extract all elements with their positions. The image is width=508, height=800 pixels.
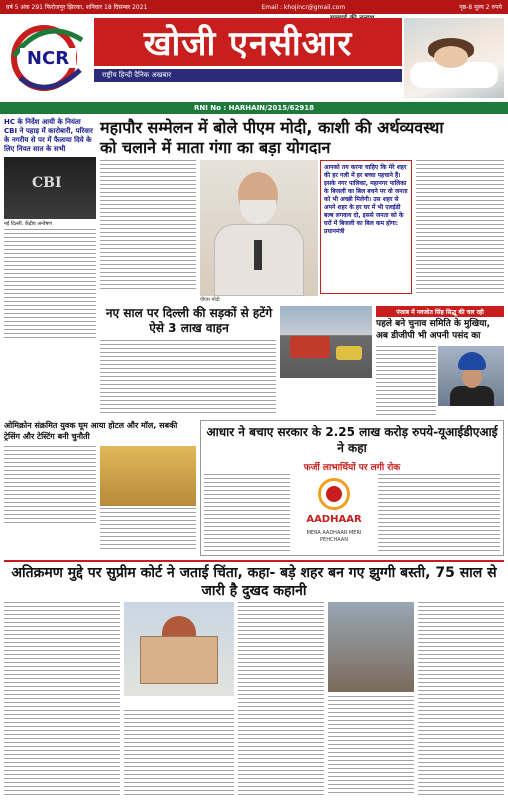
encroachment-body-c [238, 602, 324, 796]
aadhaar-logo-brand: AADHAAR [306, 514, 362, 525]
rni-number: RNI No : HARHAIN/2015/62918 [0, 102, 508, 114]
masthead [0, 14, 508, 100]
main-headline [100, 118, 504, 158]
traffic-photo [280, 306, 372, 378]
omicron-headline: ओमिक्रोन संक्रमित युवक घूम आया होटल और मॉल, सबकी ट्रेसिंग और टेस्टिंग बनी चुनौती [4, 421, 178, 441]
left-story-body [4, 229, 96, 339]
punjab-headline: पहले बने चुनाव समिति के मुखिया, अब डीजीपी भी अपनी पसंद का [376, 319, 491, 341]
ncr-logo-icon [4, 18, 92, 96]
slum-photo [328, 602, 414, 692]
pm-photo [200, 160, 318, 296]
left-story [4, 118, 96, 370]
main-story-body-a [100, 160, 196, 290]
aadhaar-headline: आधार ने बचाए सरकार के 2.25 लाख करोड़ रुपये-यूआईडीएआई ने कहा [206, 425, 498, 455]
encroachment-headline: अतिक्रमण मुद्दे पर सुप्रीम कोर्ट ने जताई चिंता, कहा- बड़े शहर बन गए झुग्गी बस्ती, 75 साल से जारी है दुखद कहानी [4, 560, 504, 600]
aadhaar-logo-motto: MERA AADHAAR MERI PEHCHAAN [306, 530, 362, 543]
main-story-body-b [416, 160, 504, 294]
main-headline-line-1: महापौर सम्मेलन में बोले पीएम मोदी, काशी की अर्थव्यवस्था [100, 118, 444, 137]
main-quote-box: आपको तय करना चाहिए कि मेरे शहर की हर गली में हर बच्चा पहचाने हैं। इसके नगर पालिका, महानगर पालिका के बिजली का बिल बचने पर वो जनता को भी अच्छी मिलेगी। उस शहर से अपने शहर के हर घर में भी एलईडी बल्ब लगवाय दो, इससे जनता को के घरों में बिजली का बिल कम होगा: प्रधानमंत्री [320, 160, 412, 294]
left-story-caption: नई दिल्ली: केंद्रीय अन्वेषण [4, 221, 52, 227]
logo-text: NCR [26, 48, 70, 69]
encroachment-body-e [418, 602, 504, 796]
cbi-photo-text: CBI [32, 175, 62, 191]
aadhaar-story-body-a [204, 474, 290, 552]
newspaper-title: खोजी एनसीआर [94, 18, 402, 66]
page-price: पृष्ठ-8 मूल्य 2 रुपये [459, 4, 502, 11]
punjab-story-body [376, 346, 436, 416]
aadhaar-story-body-b [378, 474, 500, 552]
email-text[interactable]: Email : khojincr@gmail.com [261, 3, 346, 11]
encroachment-body-d [328, 696, 414, 796]
supreme-court-photo [124, 602, 234, 696]
main-headline-line-2: को चलाने में माता गंगा का बड़ा योगदान [100, 138, 331, 157]
encroachment-body-a [4, 602, 120, 796]
sidhu-photo [438, 346, 504, 406]
market-photo [100, 446, 196, 506]
top-info-strip [0, 0, 508, 14]
aadhaar-subhead: फर्जी लाभार्थियों पर लगी रोक [303, 463, 401, 473]
pm-photo-caption: पीएम मोदी [200, 297, 220, 303]
encroachment-body-b [124, 710, 234, 796]
omicron-story-body-2 [100, 508, 196, 552]
delhi-headline: नए साल पर दिल्ली की सड़कों से हटेंगे ऐसे 3 लाख वाहन [105, 306, 273, 335]
advert-image [404, 18, 504, 98]
left-story-headline: HC के निर्देश आयी के नियंता CBI ने पहाड़ में कारोबारी, परिवार के नगरीय से पर में फैलाया दिये के लिए नियत सात के सभी [4, 118, 93, 153]
omicron-story-body [4, 446, 96, 526]
newspaper-subtitle: राष्ट्रीय हिन्दी दैनिक अखबार [94, 69, 402, 82]
aadhaar-logo [294, 474, 374, 552]
delhi-story-body [100, 340, 276, 416]
cbi-photo [4, 157, 96, 219]
punjab-tag: पंजाब में नवजोत सिंह सिद्धू की चल रही [376, 306, 504, 317]
issue-info: वर्ष 5 अंक 291 फिरोजपुर झिरका, शनिवार 18 दिसम्बर 2021 [6, 4, 148, 11]
